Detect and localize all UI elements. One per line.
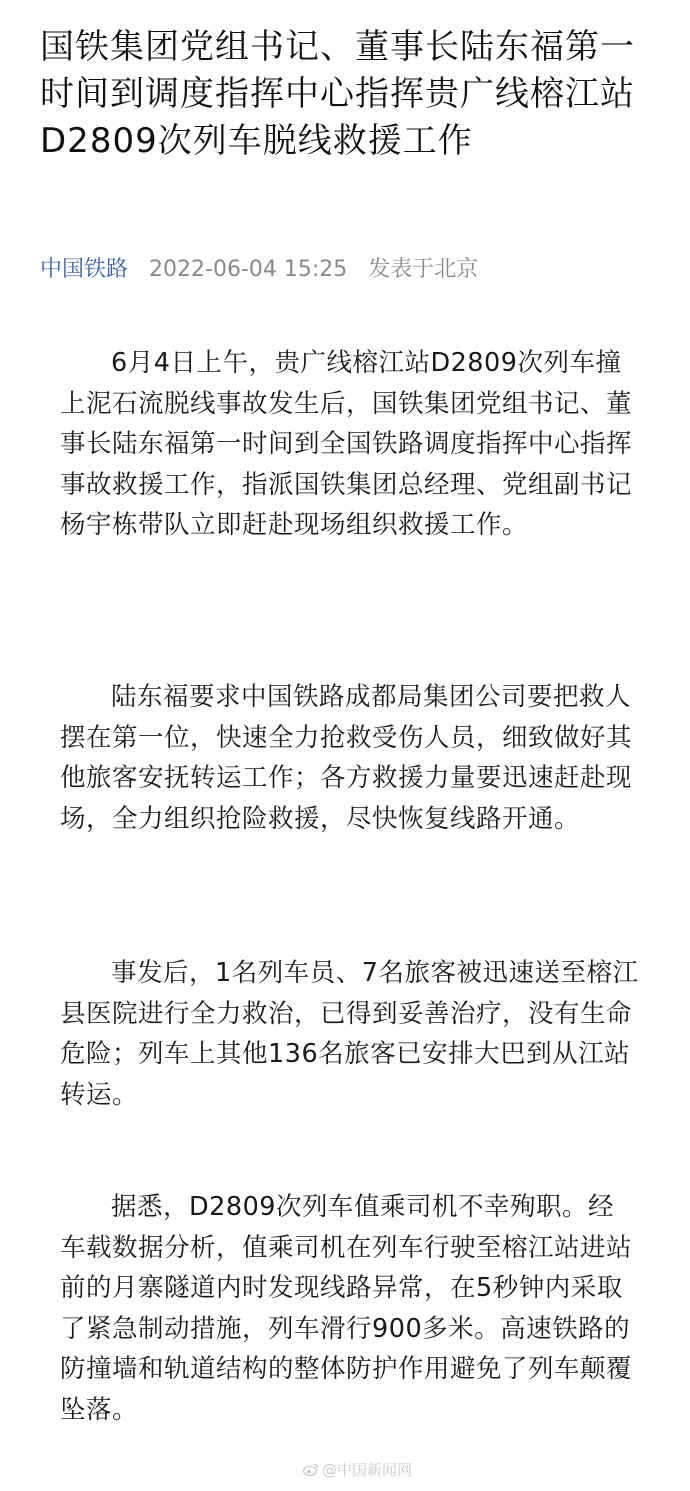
source-account-link[interactable]: 中国铁路 xyxy=(40,257,129,282)
publish-location: 发表于北京 xyxy=(368,257,479,282)
paragraph-1: 6月4日上午，贵广线榕江站D2809次列车撞上泥石流脱线事故发生后，国铁集团党组书记、董事长陆东福第一时间到全国铁路调度指挥中心指挥事故救援工作，指派国铁集团总经理、党组副书记杨宇栋带队立即赶赴现场组织救援工作。 xyxy=(60,348,633,540)
weibo-icon xyxy=(303,1463,319,1476)
paragraph-4: 据悉，D2809次列车值乘司机不幸殉职。经车载数据分析，值乘司机在列车行驶至榕江站进站前的月寨隧道内时发现线路异常，在5秒钟内采取了紧急制动措施，列车滑行900多米。高速铁路的防撞墙和轨道结构的整体防护作用避免了列车颠覆坠落。 xyxy=(60,1192,633,1425)
paragraph-3: 事发后，1名列车员、7名旅客被迅速送至榕江县医院进行全力救治，已得到妥善治疗，没有生命危险；列车上其他136名旅客已安排大巴到从江站转运。 xyxy=(60,958,639,1110)
publish-date: 2022-06-04 15:25 xyxy=(149,257,348,282)
paragraph-2: 陆东福要求中国铁路成都局集团公司要把救人摆在第一位，快速全力抢救受伤人员，细致做好其他旅客安抚转运工作；各方救援力量要迅速赶赴现场，全力组织抢险救援，尽快恢复线路开通。 xyxy=(60,682,633,834)
watermark xyxy=(303,1460,412,1480)
article-meta xyxy=(40,255,478,285)
article-title: 国铁集团党组书记、董事长陆东福第一时间到调度指挥中心指挥贵广线榕江站D2809次列车脱线救援工作 xyxy=(40,27,635,161)
watermark-text: @中国新闻网 xyxy=(322,1461,413,1479)
